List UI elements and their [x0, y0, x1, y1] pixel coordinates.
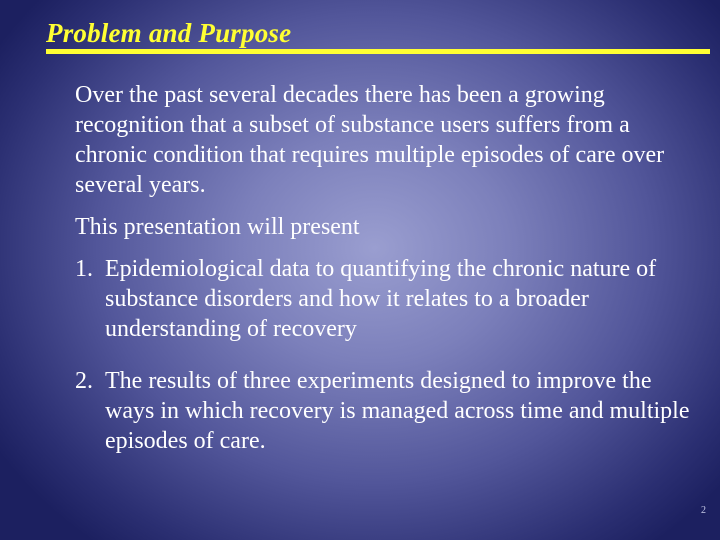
slide-title: Problem and Purpose	[46, 18, 292, 48]
list-item	[75, 254, 695, 344]
title-underline	[46, 49, 710, 54]
list-item-text: Epidemiological data to quantifying the chronic nature of substance disorders and how it relates to a broader understanding of recovery	[105, 256, 657, 342]
list-item-number: 1.	[75, 256, 93, 282]
presentation-intro: This presentation will present	[75, 214, 360, 240]
intro-paragraph: Over the past several decades there has been a growing recognition that a subset of substance users suffers from a chronic condition that requires multiple episodes of care over several years.	[75, 82, 665, 198]
list-item-number: 2.	[75, 368, 93, 394]
list-item-text: The results of three experiments designed to improve the ways in which recovery is managed across time and multiple episodes of care.	[105, 368, 690, 454]
list-item	[75, 366, 695, 456]
slide-number: 2	[701, 505, 706, 516]
slide-content	[75, 80, 695, 470]
